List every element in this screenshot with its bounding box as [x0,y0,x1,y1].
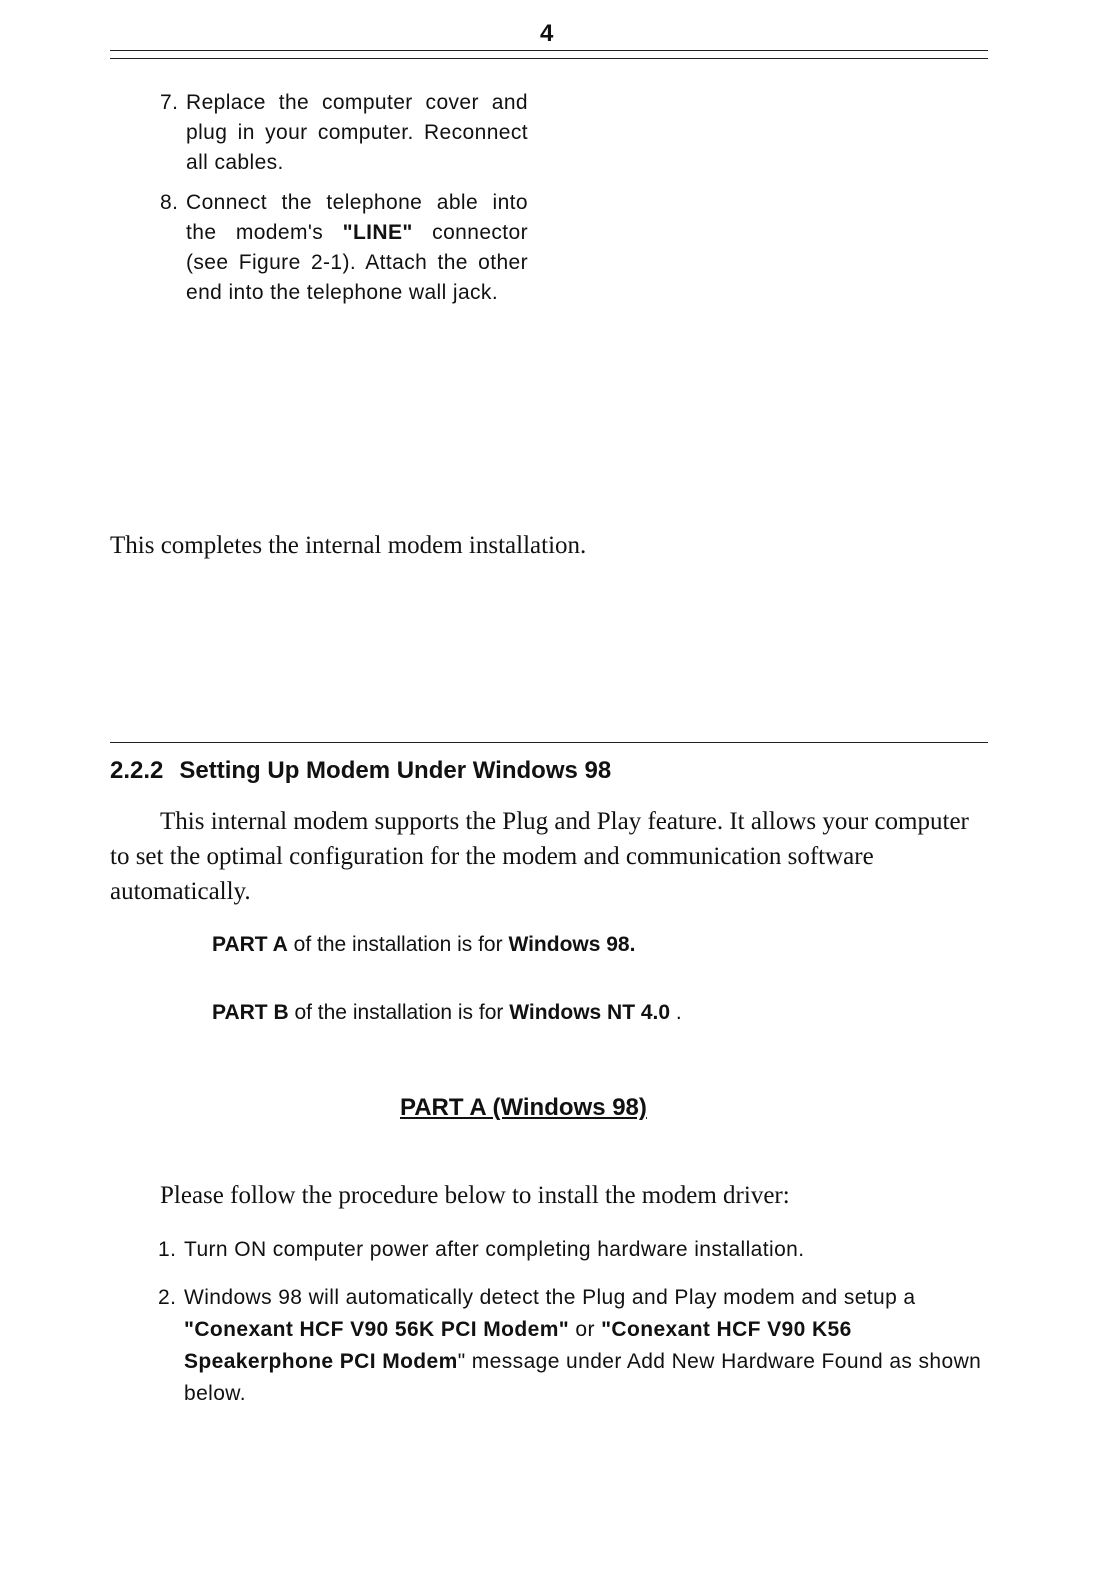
step-text-part: " message under Add New Hardware Found as shown below. [184,1350,982,1405]
step-number: 1. [158,1238,177,1261]
intro-paragraph: This internal modem supports the Plug and Play feature. It allows your computer to set the optimal configuration for the modem and communication software automatically. [110,808,969,905]
step-text [184,1282,986,1410]
step-text: Replace the computer cover and plug in your computer. Reconnect all cables. [186,91,528,174]
list-item [160,188,528,308]
step-text-part: connector (see Figure 2-1). Attach the other end into the telephone wall jack. [186,221,529,304]
part-b-line [212,1001,682,1025]
list-item [158,1234,986,1266]
section-heading [110,757,611,785]
continued-step-list [160,88,528,318]
header-rule [110,50,988,51]
line-connector-label: "LINE" [342,221,413,244]
step-number: 2. [158,1286,177,1309]
page-number: 4 [540,20,554,47]
part-b-label: PART B [212,1001,289,1024]
step-text: Turn ON computer power after completing hardware installation. [184,1238,805,1261]
section-number: 2.2.2 [110,757,164,784]
procedure-intro: Please follow the procedure below to install the modem driver: [160,1182,790,1209]
step-text [186,188,528,308]
step-text-part: Connect the telephone able into the modem's [186,191,528,244]
list-item [160,88,528,178]
completion-statement: This completes the internal modem installation. [110,532,587,559]
section-title: Setting Up Modem Under Windows 98 [179,757,612,784]
modem-name-56k: "Conexant HCF V90 56K PCI Modem" [184,1318,570,1341]
list-item [158,1282,986,1410]
section-divider [110,742,988,743]
step-number: 8. [160,191,179,214]
part-a-label: PART A [212,933,288,956]
step-text-part: Windows 98 will automatically detect the Plug and Play modem and setup a [184,1286,916,1309]
part-line-text: of the installation is for [288,1001,510,1024]
step-text-part: or [569,1318,602,1341]
step-number: 7. [160,91,179,114]
part-a-line [212,933,635,957]
header-rule-double [110,58,988,59]
part-line-end: . [670,1001,682,1024]
part-a-os: Windows 98. [508,933,636,956]
part-a-heading: PART A (Windows 98) [400,1094,647,1121]
install-step-list [158,1234,986,1426]
part-line-text: of the installation is for [287,933,509,956]
part-b-os: Windows NT 4.0 [509,1001,671,1024]
modem-name-speakerphone: "Conexant HCF V90 K56 Speakerphone PCI Modem [184,1318,852,1373]
